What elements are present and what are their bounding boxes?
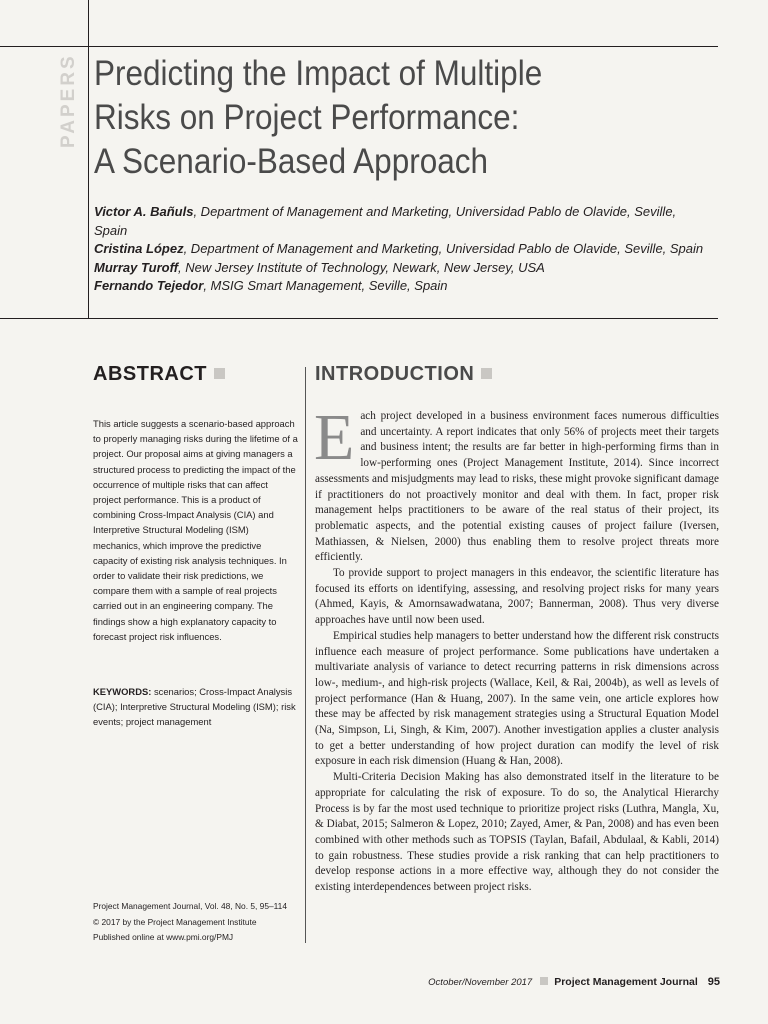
section-tag: PAPERS <box>58 53 79 148</box>
keywords-list: scenarios; Cross-Impact Analysis (CIA); Interpretive Structural Modeling (ISM); risk events; project management <box>93 686 296 728</box>
abstract-heading <box>93 363 225 386</box>
introduction-body <box>314 401 719 896</box>
title-line: Risks on Project Performance: <box>94 98 520 137</box>
square-bullet-icon <box>540 977 548 985</box>
author-affiliation: , Department of Management and Marketing, Universidad Pablo de Olavide, Seville, Spain <box>183 241 704 256</box>
author-name: Fernando Tejedor <box>94 278 204 293</box>
abstract-text: This article suggests a scenario-based approach to properly managing risks during the lifetime of a project. Our proposal aims at giving managers a structured process to predicting the impact of the occurrence of multiple risks that can affect project performance. This is a product of combining Cross-Impact Analysis (CIA) and Interpretive Structural Modeling (ISM) mechanics, which improve the predictive capacity of existing risk analysis techniques. In order to validate their risk predictions, we compare them with a sample of real projects carried out in an engineering company. The findings show a high explanatory capacity to forecast project risk influences. <box>93 418 298 642</box>
title-vertical-rule <box>88 46 89 318</box>
title-line: A Scenario-Based Approach <box>94 142 489 181</box>
author-entry <box>94 277 709 296</box>
author-name: Murray Turoff <box>94 259 179 275</box>
publication-info <box>93 899 303 946</box>
footer-journal: Project Management Journal <box>554 976 698 988</box>
square-bullet-icon <box>481 368 492 379</box>
paragraph-text: ach project developed in a business environment faces numerous difficulties and uncertainty. A report indicates that only 56% of projects meet their targets and business intent; the results are far better in high-performing firms than in low-performing ones (Project Management Institute, 2014). Since incorrect assessments and misjudgments may lead to risks, these might provoke significant damage if practitioners do not proactively monitor and deal with them. In fact, proper risk management helps practitioners to be aware of the real status of their project, its problematic aspects, and the potential existing causes of project failure (Iversen, Mathiassen, & Nielsen, 2000) thus enabling them to resolve project threats more efficiently. <box>315 410 719 564</box>
author-name: Cristina López <box>94 241 184 256</box>
top-vertical-rule <box>88 0 89 46</box>
keywords <box>93 684 298 730</box>
paragraph <box>314 401 719 566</box>
author-affiliation: , New Jersey Institute of Technology, Newark, New Jersey, USA <box>178 259 545 275</box>
square-bullet-icon <box>214 368 225 379</box>
paragraph: To provide support to project managers in this endeavor, the scientific literature has focused its efforts on identifying, assessing, and resolving project risks for many years (Ahmed, Kayis, & Amornsawadwatana, 2007; Bannerman, 2008). Thus very diverse approaches have until now been used. <box>315 567 719 627</box>
author-list <box>94 203 709 296</box>
title-line: Predicting the Impact of Multiple <box>94 54 543 93</box>
author-entry <box>94 259 709 278</box>
keywords-label: KEYWORDS: <box>93 686 152 697</box>
top-horizontal-rule <box>0 46 718 47</box>
introduction-heading <box>315 363 492 386</box>
introduction-heading-text: INTRODUCTION <box>315 363 475 385</box>
article-title <box>94 52 652 184</box>
copyright-line: © 2017 by the Project Management Institute <box>93 916 257 927</box>
citation-line: Project Management Journal, Vol. 48, No. 5, 95–114 <box>93 901 287 911</box>
paragraph: Multi-Criteria Decision Making has also demonstrated itself in the literature to be appropriate for calculating the risk of exposure. To do so, the Analytical Hierarchy Process is by far the most used technique to prioritize project risks (Luthra, Mangla, Xu, & Diabat, 2015; Salmeron & Lopez, 2010; Zayed, Amer, & Pan, 2008) and has even been combined with other methods such as TOPSIS (Taylan, Bafail, Abdulaal, & Kabli, 2014) to gain robustness. These studies provide a risk ranking that can help practitioners to develop response actions in a more effective way, although they do not consider the existing interdependences between project risks. <box>315 771 719 894</box>
drop-cap: E <box>314 401 355 474</box>
author-entry <box>94 203 709 240</box>
author-entry <box>94 240 709 259</box>
page-footer <box>300 976 720 988</box>
author-affiliation: , Department of Management and Marketing, Universidad Pablo de Olavide, Seville, Spain <box>94 204 677 238</box>
online-line: Published online at www.pmi.org/PMJ <box>93 932 234 942</box>
abstract-heading-text: ABSTRACT <box>93 363 207 385</box>
page-number: 95 <box>707 976 720 988</box>
column-divider <box>305 367 306 943</box>
author-name: Victor A. Bañuls <box>94 204 194 219</box>
header-bottom-rule <box>0 318 718 319</box>
author-affiliation: , MSIG Smart Management, Seville, Spain <box>203 278 448 293</box>
paragraph: Empirical studies help managers to better understand how the different risk constructs influence each measure of project performance. Some publications have undertaken a multivariate analysis of variance to detect recurring patterns in risk dimensions across low-, medium-, and high-risk projects (Wallace, Keil, & Rai, 2004b), as well as levels of project performance (Han & Huang, 2007). In the same vein, one article explores how these may be affected by risk management strategies using a Structural Equation Model (Na, Simpson, Li, Singh, & Kim, 2007). Another investigation applies a cluster analysis to get a better understanding of how project duration can modify the level of risk exposure in each risk dimension (Huang & Han, 2008). <box>315 629 719 768</box>
footer-issue: October/November 2017 <box>428 977 533 988</box>
